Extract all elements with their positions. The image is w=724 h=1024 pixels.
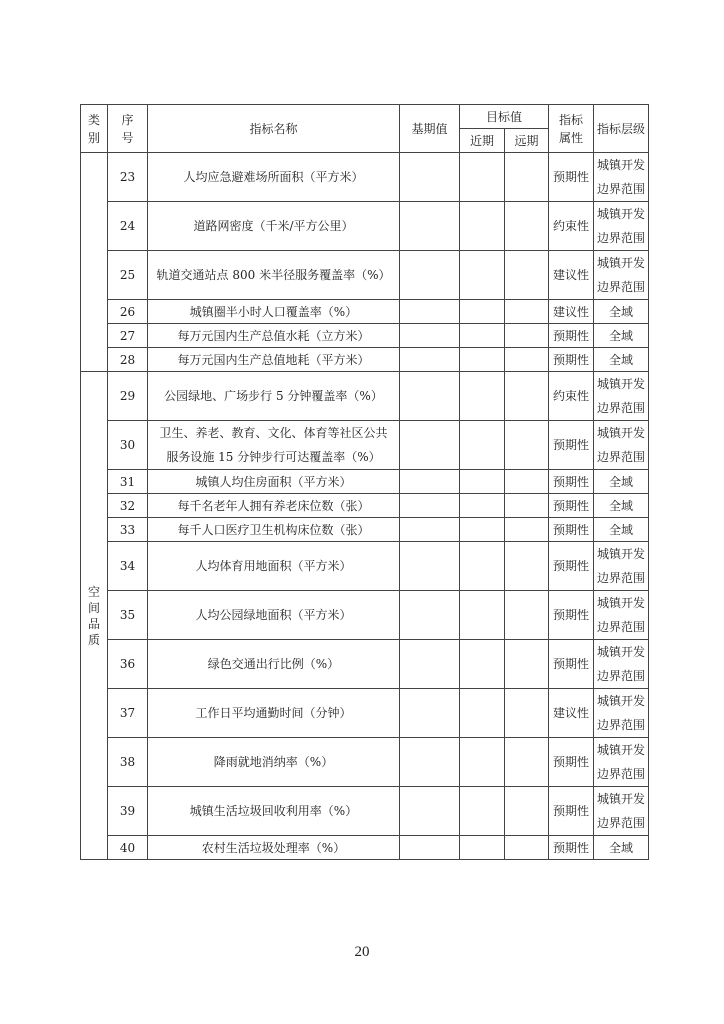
indicator-name-line: 工作日平均通勤时间（分钟） — [195, 706, 352, 720]
base-value-cell — [400, 787, 460, 836]
level-cell — [594, 300, 649, 324]
base-value-cell — [400, 251, 460, 300]
level-cell — [594, 153, 649, 202]
level-line: 全域 — [609, 328, 634, 343]
near-target-cell — [460, 640, 505, 689]
attribute-cell: 预期性 — [549, 640, 594, 689]
table-row — [81, 689, 649, 738]
category-char: 空 — [87, 584, 100, 599]
header-name: 指标名称 — [148, 105, 400, 153]
indicator-name-cell — [148, 324, 400, 348]
indicator-name-cell — [148, 372, 400, 421]
indicator-name-line: 每万元国内生产总值地耗（平方米） — [177, 352, 370, 367]
far-target-cell — [505, 470, 549, 494]
level-cell — [594, 324, 649, 348]
near-target-cell — [460, 787, 505, 836]
page-number: 20 — [354, 944, 370, 960]
attribute-cell: 约束性 — [549, 202, 594, 251]
header-attr — [549, 105, 594, 153]
near-target-cell — [460, 372, 505, 421]
base-value-cell — [400, 738, 460, 787]
indicator-name-cell — [148, 202, 400, 251]
level-cell — [594, 738, 649, 787]
table-row — [81, 836, 649, 860]
level-line: 全域 — [609, 352, 634, 367]
far-target-cell — [505, 348, 549, 372]
seq-cell: 26 — [108, 300, 148, 324]
base-value-cell — [400, 836, 460, 860]
far-target-cell — [505, 689, 549, 738]
attribute-cell: 预期性 — [549, 738, 594, 787]
attribute-cell: 建议性 — [549, 251, 594, 300]
header-seq-line: 序 — [121, 112, 134, 127]
indicator-name-line: 服务设施 15 分钟步行可达覆盖率（%） — [166, 450, 381, 464]
base-value-cell — [400, 300, 460, 324]
level-line: 边界范围 — [597, 231, 646, 245]
table-row — [81, 348, 649, 372]
table-row — [81, 518, 649, 542]
level-line: 边界范围 — [597, 450, 646, 464]
attribute-cell: 预期性 — [549, 470, 594, 494]
indicator-name-line: 人均应急避难场所面积（平方米） — [183, 170, 364, 184]
table-row — [81, 738, 649, 787]
indicator-name-line: 道路网密度（千米/平方公里） — [193, 219, 354, 233]
level-line: 城镇开发 — [597, 645, 646, 659]
near-target-cell — [460, 518, 505, 542]
indicator-name-cell — [148, 689, 400, 738]
level-line: 边界范围 — [597, 280, 646, 294]
far-target-cell — [505, 153, 549, 202]
level-line: 城镇开发 — [597, 158, 646, 172]
level-line: 城镇开发 — [597, 547, 646, 561]
indicator-name-cell — [148, 640, 400, 689]
indicator-name-cell — [148, 787, 400, 836]
near-target-cell — [460, 251, 505, 300]
indicator-name-cell — [148, 300, 400, 324]
indicator-name-cell — [148, 518, 400, 542]
far-target-cell — [505, 372, 549, 421]
seq-cell: 33 — [108, 518, 148, 542]
table-body — [81, 153, 649, 860]
far-target-cell — [505, 591, 549, 640]
indicator-name-line: 每千人口医疗卫生机构床位数（张） — [177, 522, 370, 537]
level-line: 城镇开发 — [597, 426, 646, 440]
seq-cell: 35 — [108, 591, 148, 640]
far-target-cell — [505, 494, 549, 518]
base-value-cell — [400, 421, 460, 470]
table-row — [81, 640, 649, 689]
indicator-name-line: 每千名老年人拥有养老床位数（张） — [177, 498, 370, 513]
indicator-table — [80, 104, 649, 860]
header-seq-line: 号 — [121, 130, 134, 145]
level-cell — [594, 348, 649, 372]
indicator-name-cell — [148, 591, 400, 640]
base-value-cell — [400, 689, 460, 738]
indicator-name-cell — [148, 470, 400, 494]
near-target-cell — [460, 738, 505, 787]
level-cell — [594, 542, 649, 591]
attribute-cell: 约束性 — [549, 372, 594, 421]
category-cell — [81, 153, 108, 372]
indicator-name-line: 绿色交通出行比例（%） — [207, 657, 340, 671]
near-target-cell — [460, 153, 505, 202]
base-value-cell — [400, 470, 460, 494]
near-target-cell — [460, 324, 505, 348]
level-cell — [594, 836, 649, 860]
header-row-1 — [81, 105, 649, 129]
level-cell — [594, 421, 649, 470]
table-row — [81, 251, 649, 300]
level-line: 全域 — [609, 474, 634, 489]
seq-cell: 25 — [108, 251, 148, 300]
attribute-cell: 预期性 — [549, 836, 594, 860]
attribute-cell: 建议性 — [549, 689, 594, 738]
indicator-name-line: 人均公园绿地面积（平方米） — [195, 608, 352, 622]
far-target-cell — [505, 738, 549, 787]
base-value-cell — [400, 494, 460, 518]
base-value-cell — [400, 348, 460, 372]
header-far: 远期 — [505, 129, 549, 153]
table-row — [81, 324, 649, 348]
header-level: 指标层级 — [594, 105, 649, 153]
indicator-name-line: 人均体育用地面积（平方米） — [195, 559, 352, 573]
indicator-name-line: 城镇人均住房面积（平方米） — [195, 474, 352, 489]
table-row — [81, 787, 649, 836]
indicator-name-line: 城镇圈半小时人口覆盖率（%） — [189, 304, 358, 319]
attribute-cell: 预期性 — [549, 542, 594, 591]
level-cell — [594, 518, 649, 542]
near-target-cell — [460, 202, 505, 251]
seq-cell: 23 — [108, 153, 148, 202]
level-line: 城镇开发 — [597, 743, 646, 757]
indicator-name-line: 降雨就地消纳率（%） — [213, 755, 334, 769]
table-row — [81, 202, 649, 251]
far-target-cell — [505, 300, 549, 324]
attribute-cell: 建议性 — [549, 300, 594, 324]
near-target-cell — [460, 689, 505, 738]
base-value-cell — [400, 372, 460, 421]
level-cell — [594, 591, 649, 640]
level-line: 城镇开发 — [597, 694, 646, 708]
level-cell — [594, 689, 649, 738]
far-target-cell — [505, 542, 549, 591]
far-target-cell — [505, 836, 549, 860]
level-cell — [594, 372, 649, 421]
base-value-cell — [400, 640, 460, 689]
attribute-cell: 预期性 — [549, 787, 594, 836]
level-line: 边界范围 — [597, 816, 646, 830]
near-target-cell — [460, 542, 505, 591]
seq-cell: 24 — [108, 202, 148, 251]
seq-cell: 36 — [108, 640, 148, 689]
near-target-cell — [460, 494, 505, 518]
level-cell — [594, 787, 649, 836]
header-seq — [108, 105, 148, 153]
table-row — [81, 542, 649, 591]
seq-cell: 32 — [108, 494, 148, 518]
category-char: 品 — [87, 616, 100, 631]
level-cell — [594, 470, 649, 494]
seq-cell: 27 — [108, 324, 148, 348]
indicator-name-cell — [148, 836, 400, 860]
base-value-cell — [400, 518, 460, 542]
far-target-cell — [505, 787, 549, 836]
seq-cell: 29 — [108, 372, 148, 421]
attribute-cell: 预期性 — [549, 591, 594, 640]
category-char: 质 — [87, 632, 100, 647]
indicator-name-line: 每万元国内生产总值水耗（立方米） — [177, 328, 370, 343]
level-line: 全域 — [609, 304, 634, 319]
attribute-cell: 预期性 — [549, 421, 594, 470]
indicator-name-line: 轨道交通站点 800 米半径服务覆盖率（%） — [156, 268, 391, 282]
indicator-name-cell — [148, 542, 400, 591]
header-category-line: 别 — [87, 130, 100, 145]
level-line: 城镇开发 — [597, 596, 646, 610]
header-target: 目标值 — [460, 105, 549, 129]
attribute-cell: 预期性 — [549, 324, 594, 348]
far-target-cell — [505, 324, 549, 348]
indicator-name-cell — [148, 348, 400, 372]
header-category — [81, 105, 108, 153]
level-line: 城镇开发 — [597, 792, 646, 806]
level-line: 全域 — [609, 840, 634, 855]
seq-cell: 31 — [108, 470, 148, 494]
header-attr-line: 指标 — [559, 112, 584, 127]
near-target-cell — [460, 300, 505, 324]
level-line: 城镇开发 — [597, 256, 646, 270]
table-row — [81, 421, 649, 470]
base-value-cell — [400, 324, 460, 348]
level-line: 边界范围 — [597, 718, 646, 732]
far-target-cell — [505, 251, 549, 300]
near-target-cell — [460, 836, 505, 860]
table-row — [81, 470, 649, 494]
level-cell — [594, 251, 649, 300]
seq-cell: 38 — [108, 738, 148, 787]
seq-cell: 34 — [108, 542, 148, 591]
attribute-cell: 预期性 — [549, 518, 594, 542]
indicator-name-line: 卫生、养老、教育、文化、体育等社区公共 — [159, 426, 388, 440]
base-value-cell — [400, 542, 460, 591]
seq-cell: 37 — [108, 689, 148, 738]
category-char: 间 — [87, 600, 100, 615]
attribute-cell: 预期性 — [549, 494, 594, 518]
header-near: 近期 — [460, 129, 505, 153]
base-value-cell — [400, 591, 460, 640]
level-cell — [594, 202, 649, 251]
indicator-name-cell — [148, 251, 400, 300]
indicator-name-cell — [148, 494, 400, 518]
level-line: 全域 — [609, 522, 634, 537]
indicator-name-line: 农村生活垃圾处理率（%） — [201, 840, 346, 855]
level-cell — [594, 494, 649, 518]
category-cell — [81, 372, 108, 860]
seq-cell: 40 — [108, 836, 148, 860]
header-attr-line: 属性 — [559, 130, 584, 145]
indicator-name-line: 公园绿地、广场步行 5 分钟覆盖率（%） — [164, 389, 383, 403]
indicator-name-cell — [148, 421, 400, 470]
table-row — [81, 153, 649, 202]
indicator-name-cell — [148, 738, 400, 787]
table-row — [81, 494, 649, 518]
level-line: 边界范围 — [597, 767, 646, 781]
level-line: 全域 — [609, 498, 634, 513]
level-line: 城镇开发 — [597, 207, 646, 221]
level-line: 边界范围 — [597, 182, 646, 196]
seq-cell: 28 — [108, 348, 148, 372]
level-line: 边界范围 — [597, 620, 646, 634]
far-target-cell — [505, 421, 549, 470]
level-line: 边界范围 — [597, 401, 646, 415]
level-line: 边界范围 — [597, 571, 646, 585]
far-target-cell — [505, 518, 549, 542]
table-row — [81, 591, 649, 640]
near-target-cell — [460, 348, 505, 372]
table-row — [81, 300, 649, 324]
header-base: 基期值 — [400, 105, 460, 153]
near-target-cell — [460, 421, 505, 470]
far-target-cell — [505, 640, 549, 689]
base-value-cell — [400, 202, 460, 251]
level-cell — [594, 640, 649, 689]
level-line: 城镇开发 — [597, 377, 646, 391]
near-target-cell — [460, 470, 505, 494]
seq-cell: 30 — [108, 421, 148, 470]
far-target-cell — [505, 202, 549, 251]
header-category-line: 类 — [87, 112, 100, 127]
indicator-name-cell — [148, 153, 400, 202]
base-value-cell — [400, 153, 460, 202]
indicator-name-line: 城镇生活垃圾回收利用率（%） — [189, 804, 358, 818]
table-row — [81, 372, 649, 421]
level-line: 边界范围 — [597, 669, 646, 683]
seq-cell: 39 — [108, 787, 148, 836]
attribute-cell: 预期性 — [549, 153, 594, 202]
near-target-cell — [460, 591, 505, 640]
attribute-cell: 预期性 — [549, 348, 594, 372]
